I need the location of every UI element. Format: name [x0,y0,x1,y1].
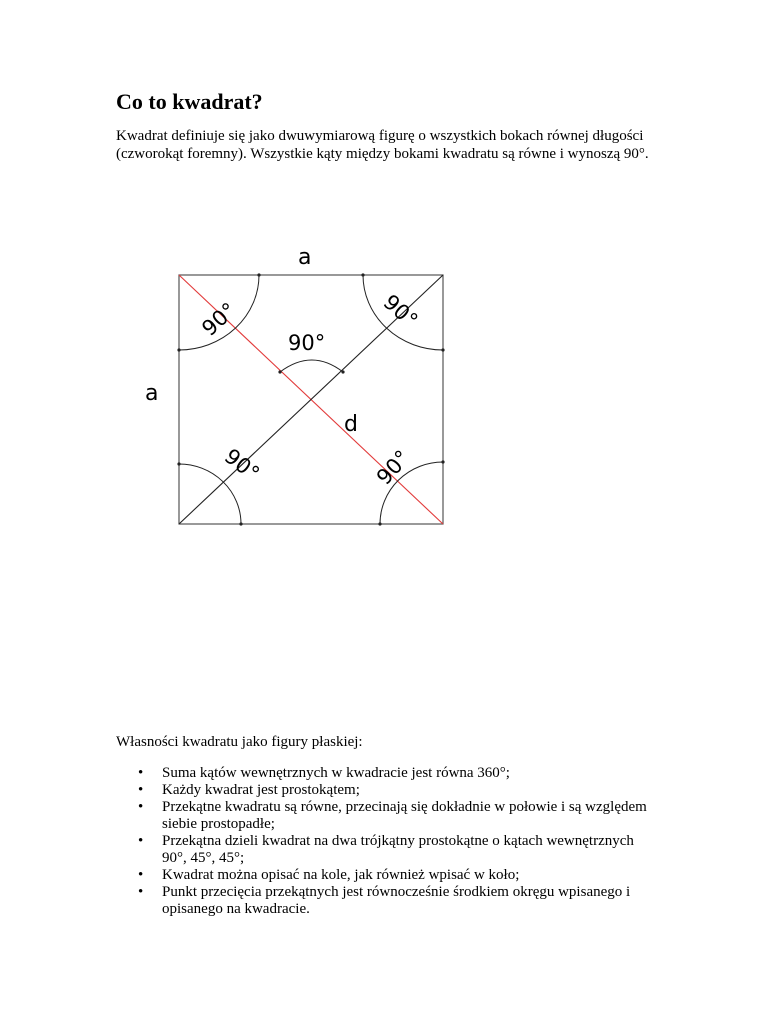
list-item [116,833,661,867]
list-item [116,765,661,782]
bullet-icon: • [138,782,144,798]
bullet-icon: • [138,833,144,849]
corner-angle-label-bottom-left: 90° [219,444,265,486]
list-item [116,782,661,799]
bullet-icon: • [138,765,144,781]
list-item-text: Punkt przecięcia przekątnych jest równocześnie środkiem okręgu wpisanego i opisanego na kwadracie. [162,884,631,917]
bullet-icon: • [138,867,144,883]
bullet-icon: • [138,799,144,815]
list-item [116,799,661,833]
side-label-top: a [298,245,312,270]
corner-angle-label-bottom-right: 90° [371,445,415,490]
properties-list [116,765,661,918]
side-label-left: a [145,381,159,406]
list-item-text: Suma kątów wewnętrznych w kwadracie jest równa 360°; [162,765,510,781]
list-item-text: Kwadrat można opisać na kole, jak również wpisać w koło; [162,867,520,883]
center-angle-arc [280,360,343,372]
list-item [116,884,661,918]
square-diagram-svg [130,225,470,565]
diagonal-label: d [344,412,358,437]
square-diagram [130,225,470,565]
list-item-text: Każdy kwadrat jest prostokątem; [162,782,360,798]
list-item [116,867,661,884]
bullet-icon: • [138,884,144,900]
corner-angle-label-top-right: 90° [378,289,423,333]
corner-angle-label-top-left: 90° [197,297,242,341]
page-title: Co to kwadrat? [116,89,263,114]
properties-heading: Własności kwadratu jako figury płaskiej: [116,734,363,750]
intro-paragraph: Kwadrat definiuje się jako dwuwymiarową figurę o wszystkich bokach równej długości (czworokąt foremny). Wszystkie kąty między bokami kwadratu są równe i wynoszą 90°. [116,128,649,162]
list-item-text: Przekątna dzieli kwadrat na dwa trójkątny prostokątne o kątach wewnętrznych 90°, 45°, 45°; [162,833,634,866]
list-item-text: Przekątne kwadratu są równe, przecinają się dokładnie w połowie i są względem siebie prostopadłe; [162,799,647,832]
center-angle-label: 90° [288,331,326,355]
